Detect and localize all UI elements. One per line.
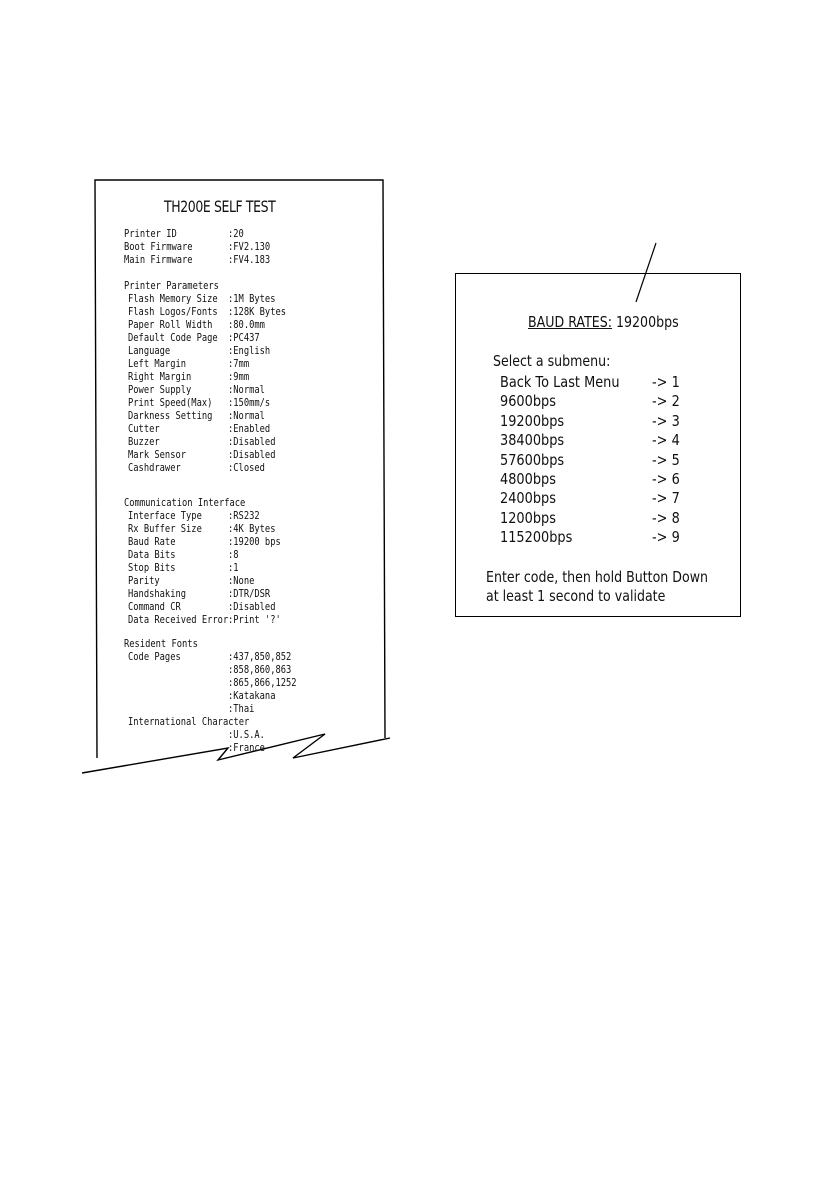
receipt-label: Paper Roll Width [128,320,213,331]
receipt-value: :9mm [228,372,250,383]
receipt-label: International Character [128,717,250,728]
receipt-value: :Thai [228,704,255,715]
receipt-value: :80.0mm [228,320,265,331]
receipt-title: TH200E SELF TEST [164,197,276,216]
receipt-value: :865,866,1252 [228,678,297,689]
receipt-label: Main Firmware [124,255,193,266]
receipt-label: Print Speed(Max) [128,398,213,409]
receipt-label: Flash Logos/Fonts [128,307,218,318]
menu-option-code: -> 9 [652,528,680,547]
receipt-value: :Normal [228,385,265,396]
receipt-value: :Print '?' [228,615,281,626]
receipt-label: Interface Type [128,511,202,522]
menu-heading-value: 19200bps [616,313,679,331]
menu-heading [528,313,679,331]
receipt-value: :Enabled [228,424,271,435]
section-heading: Resident Fonts [124,639,198,650]
receipt-value: :RS232 [228,511,260,522]
menu-option-code: -> 8 [652,508,680,527]
receipt-value: :PC437 [228,333,260,344]
receipt-label: Code Pages [128,652,181,663]
receipt-label: Stop Bits [128,563,176,574]
receipt-label: Mark Sensor [128,450,187,461]
receipt-value: :128K Bytes [228,307,287,318]
receipt-value: :None [228,576,255,587]
receipt-value: :7mm [228,359,250,370]
menu-option-label: 57600bps [500,450,565,469]
receipt-value: :FV2.130 [228,242,271,253]
receipt-value: :437,850,852 [228,652,292,663]
receipt-value: :858,860,863 [228,665,292,676]
receipt-value: :English [228,346,271,357]
receipt-label: Darkness Setting [128,411,213,422]
receipt-value: :DTR/DSR [228,589,271,600]
receipt-value: :8 [228,550,239,561]
receipt-label: Data Received Error [128,615,229,626]
receipt-value: :Closed [228,463,265,474]
menu-option-code: -> 4 [652,431,680,450]
section-heading: Communication Interface [124,498,246,509]
menu-option-label: 2400bps [500,489,556,508]
receipt-value: :Katakana [228,691,276,702]
menu-option-code: -> 7 [652,489,680,508]
receipt-label: Right Margin [128,372,192,383]
menu-option-label: 19200bps [500,411,565,430]
menu-option-label: 115200bps [500,528,573,547]
receipt-value: :Disabled [228,437,276,448]
receipt-label: Left Margin [128,359,187,370]
menu-option-code: -> 5 [652,450,680,469]
receipt-label: Printer ID [124,229,177,240]
menu-option-label: 4800bps [500,470,556,488]
section-heading: Printer Parameters [124,281,219,292]
receipt-label: Baud Rate [128,537,176,548]
receipt-label: Language [128,346,171,357]
receipt-label: Boot Firmware [124,242,193,253]
receipt-value: :U.S.A. [228,730,265,741]
receipt-label: Power Supply [128,385,192,396]
receipt-value: :4K Bytes [228,524,276,535]
menu-option-code: -> 2 [652,392,680,411]
menu-option-label: 9600bps [500,392,556,411]
receipt-label: Command CR [128,602,181,613]
receipt-value: :Disabled [228,602,276,613]
menu-option-label: Back To Last Menu [500,373,620,391]
receipt-value: :150mm/s [228,398,271,409]
menu-option-label: 38400bps [500,431,565,450]
receipt-label: Cashdrawer [128,463,181,474]
receipt-value: :Normal [228,411,265,422]
menu-footer-line-1: Enter code, then hold Button Down [486,568,709,586]
receipt-label: Default Code Page [128,333,218,344]
menu-prompt: Select a submenu: [493,352,611,370]
menu-heading-label: BAUD RATES: [528,313,612,331]
receipt-value: :France [228,743,265,754]
menu-footer-line-2: at least 1 second to validate [486,587,666,605]
receipt-label: Buzzer [128,437,160,448]
menu-option-label: 1200bps [500,508,556,527]
receipt-value: :20 [228,229,244,240]
receipt-label: Parity [128,576,160,587]
receipt-label: Rx Buffer Size [128,524,202,535]
menu-option-code: -> 6 [652,470,680,488]
receipt-label: Data Bits [128,550,176,561]
menu-option-code: -> 1 [652,373,680,391]
receipt-label: Cutter [128,424,160,435]
receipt-value: :FV4.183 [228,255,271,266]
menu-option-code: -> 3 [652,411,680,430]
receipt-value: :1M Bytes [228,294,276,305]
receipt-label: Flash Memory Size [128,294,218,305]
receipt-label: Handshaking [128,589,187,600]
receipt-value: :19200 bps [228,537,281,548]
receipt-value: :Disabled [228,450,276,461]
receipt-value: :1 [228,563,239,574]
